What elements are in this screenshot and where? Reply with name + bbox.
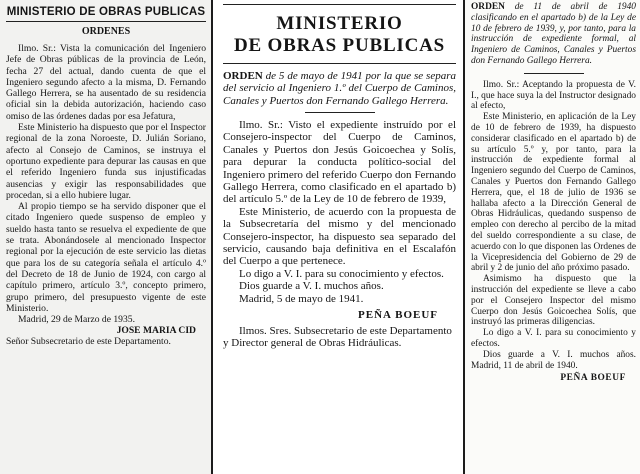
ministry-title: MINISTERIO DE OBRAS PUBLICAS — [6, 6, 206, 18]
rule — [223, 63, 456, 64]
date-line: Madrid, 5 de mayo de 1941. — [239, 292, 364, 305]
order-label: ORDEN — [223, 70, 263, 82]
paragraph: Este Ministerio ha dispuesto que por el Inspector regional de la zona Noroeste, D. Julián Soriano, afecto al Consejo de Caminos, se instruya el oportuno expediente para depurar las causas en que el referido Ingeniero funda sus injustificadas ausencias y exigir las responsabilidades que procedan, si a ello hubiere lugar. — [6, 122, 206, 201]
paragraph: Ilmo. Sr.: Vista la comunicación del Ingeniero Jefe de Obras públicas de la provincia de León, fecha 27 del actual, dando cuenta de que el Ingeniero segundo afecto a la misma, D. Fernando Gallego Herrera, se ha ausentado de su residencia oficial sin la debida autorización, haciendo caso omiso de las órdenes dadas por esa Jefatura, — [6, 43, 206, 122]
paragraph: Dios guarde a V. I. muchos años. Madrid, 11 de abril de 1940. — [471, 349, 636, 371]
signature: PEÑA BOEUF — [560, 373, 626, 384]
clipping-1941 — [213, 0, 464, 474]
paragraph: Este Ministerio, en aplicación de la Ley de 10 de febrero de 1939, ha dispuesto considerar clasificado en el apartado b) de su artículo 5.º y, por tanto, para la instrucción de expediente formal al Ingeniero segundo del Cuerpo de Caminos, Canales y Puertos don Fernando Gallego Herrera, que, el 18 de julio de 1936 se hallaba afecto a la Dirección General de Obras Hidráulicas, quedando suspenso de empleo con derecho al percibo de la mitad del sueldo correspondiente a su clase, de acuerdo con lo que disponen las Ordenes de la Vicepresidencia del Gobierno de 29 de abril y 2 de junio del año próximo pasado. — [471, 112, 636, 274]
title-line: MINISTERIO — [276, 13, 403, 34]
order-label: ORDEN — [471, 2, 505, 12]
rule — [223, 4, 456, 5]
paragraph: Asimismo ha dispuesto que la instrucción del expediente se lleve a cabo por el Consejero Inspector del mismo Cuerpo don Jesús Goicoechea Solís, que instruyó las primeras diligencias. — [471, 274, 636, 328]
order-heading-text: de 5 de mayo de 1941 por la que se separa del servicio al Ingeniero 1.º del Cuerpo de Caminos, Canales y Puertos don Fernando Gallego Herrera. — [223, 70, 456, 107]
paragraph: Al propio tiempo se ha servido disponer que el citado Ingeniero quede suspenso de empleo y sueldo hasta tanto se resuelva el expediente de que se trata. Abonándosele al mencionado Inspector regional por la ejecución de este servicio las dietas que para los de su categoría señala el artículo 4.º del Decreto de 18 de Junio de 1924, con cargo al capítulo primero, artículo 3.º, concepto primero, grupo primero, del presupuesto vigente de este Ministerio. — [6, 201, 206, 314]
paragraph: Ilmo. Sr.: Visto el expediente instruído por el Consejero-inspector del Cuerpo de Caminos, Canales y Puertos don Jesús Goicoechea y Solís, para depurar la conducta político-social del Ingeniero primero del referido Cuerpo don Fernando Gallego Herrera, como clasificado en el apartado b) del artículo 5.º de la Ley de 10 de febrero de 1939, — [223, 118, 456, 206]
ministry-title — [223, 13, 456, 57]
order-heading-text: de 11 de abril de 1940 clasificando en el apartado b) de la Ley de 10 de febrero de 1939, y, por tanto, para la instrucción de expediente formal, al Ingeniero de Caminos, Canales y Puertos don Fernando Gallego Herrera. — [471, 2, 636, 66]
addressee: Señor Subsecretario de este Departamento. — [6, 336, 171, 348]
addressee: Ilmos. Sres. Subsecretario de este Departamento y Director general de Obras Hidráulicas. — [223, 324, 452, 350]
clipping-1935 — [0, 0, 212, 474]
order-heading — [223, 70, 456, 107]
paragraph: Ilmo. Sr.: Aceptando la propuesta de V. I., que hace suya la del Instructor designado al efecto, — [471, 79, 636, 112]
paragraph: Lo digo a V. I. para su conocimiento y efectos. — [471, 328, 636, 349]
paragraph: Este Ministerio, de acuerdo con la propuesta de la Subsecretaría del mismo y del mencionado Consejero-inspector, ha dispuesto sea separado del servicio, causando baja definitiva en el Escalafón del Cuerpo a que pertenece. — [223, 205, 456, 268]
date-line: Madrid, 29 de Marzo de 1935. — [18, 314, 135, 326]
signature: JOSE MARIA CID — [116, 325, 196, 337]
section-heading: ORDENES — [6, 21, 206, 37]
short-rule — [524, 73, 584, 74]
paragraph: Lo digo a V. I. para su conocimiento y efectos. — [239, 267, 444, 280]
paragraph: Dios guarde a V. I. muchos años. — [239, 280, 384, 293]
signature: PEÑA BOEUF — [358, 308, 438, 321]
order-heading — [471, 2, 636, 67]
clipping-1940 — [465, 0, 640, 474]
short-rule — [305, 112, 375, 113]
title-line: DE OBRAS PUBLICAS — [233, 35, 446, 56]
